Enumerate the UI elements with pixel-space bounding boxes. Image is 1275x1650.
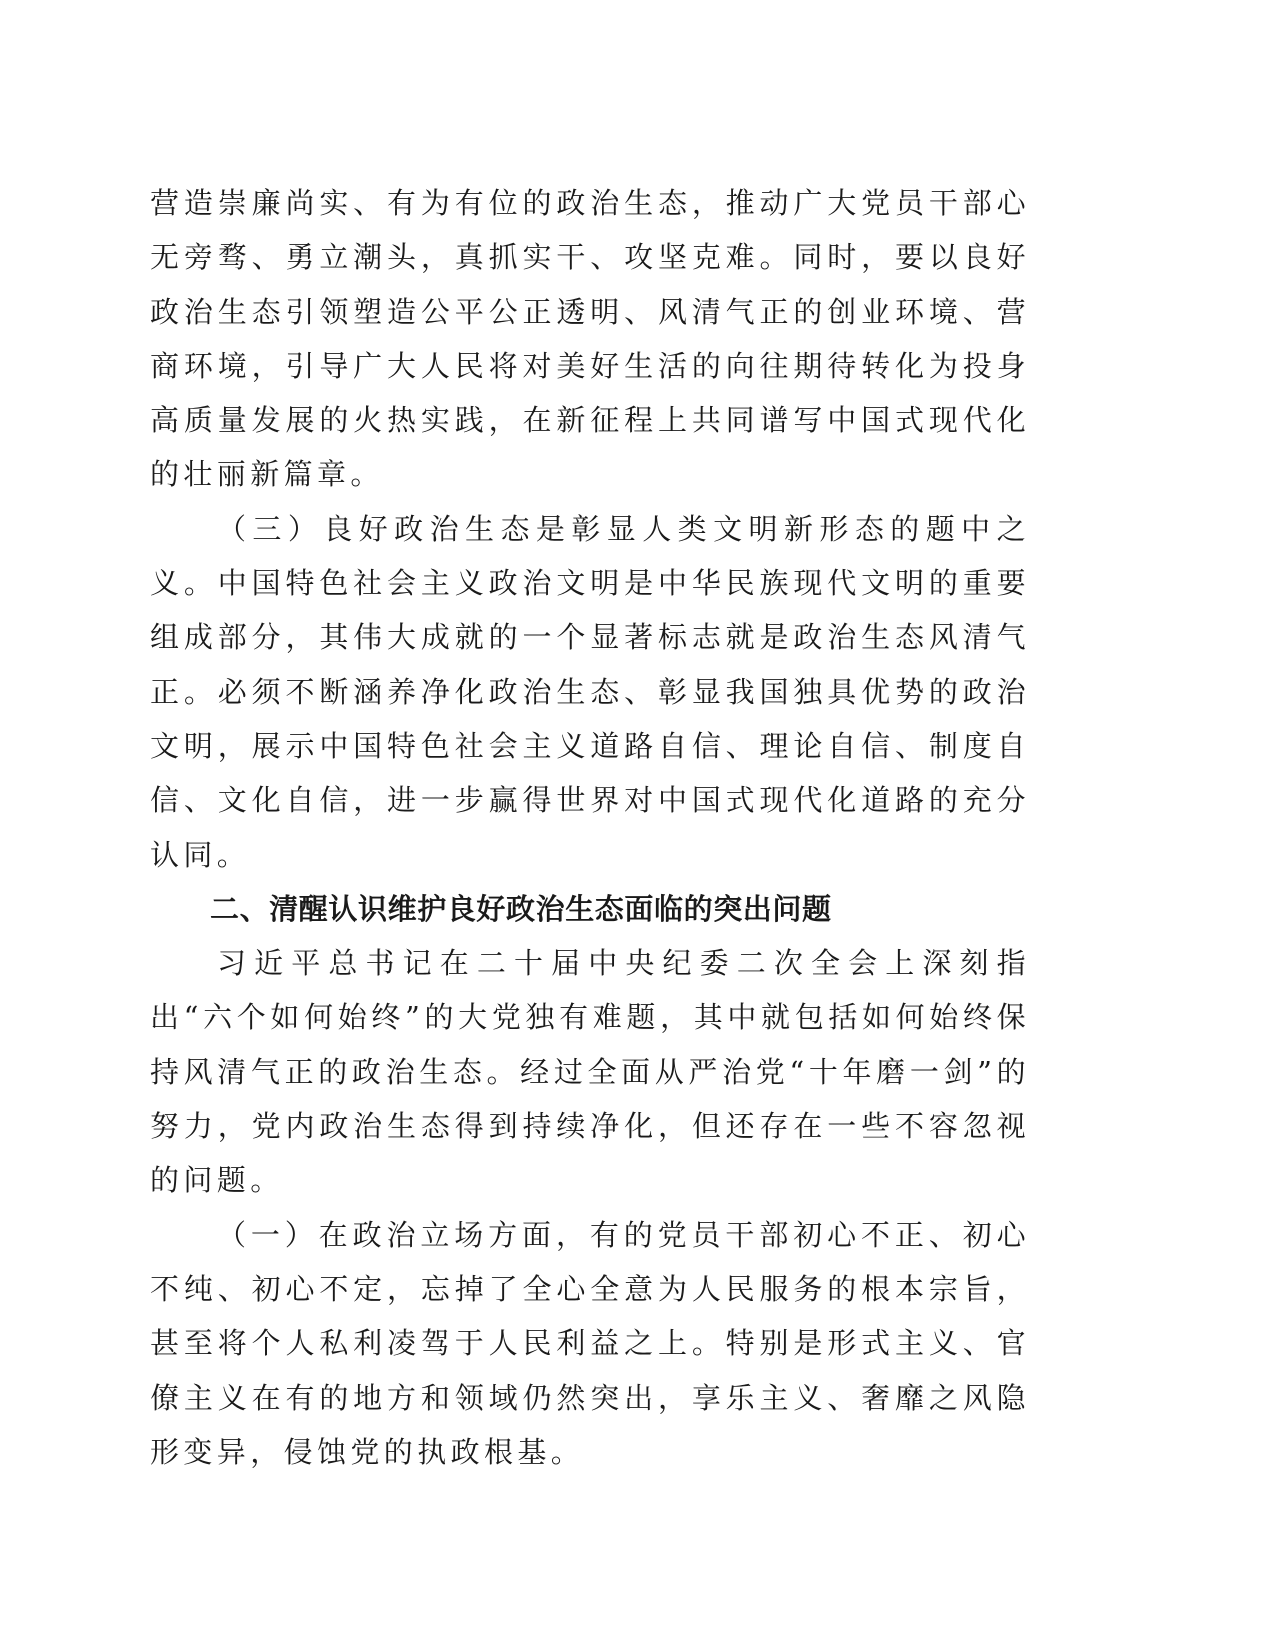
paragraph-political-stance: （一）在政治立场方面，有的党员干部初心不正、初心不纯、初心不定，忘掉了全心全意为人民服务的根本宗旨，甚至将个人私利凌驾于人民利益之上。特别是形式主义、官僚主义在有的地方和领域仍然突出，享乐主义、奢靡之风隐形变异，侵蚀党的执政根基。	[150, 1217, 1030, 1469]
paragraph-continued: 营造崇廉尚实、有为有位的政治生态，推动广大党员干部心无旁骛、勇立潮头，真抓实干、攻坚克难。同时，要以良好政治生态引领塑造公平公正透明、风清气正的创业环境、营商环境，引导广大人民将对美好生活的向往期待转化为投身高质量发展的火热实践，在新征程上共同谱写中国式现代化的壮丽新篇章。	[150, 186, 1030, 492]
paragraph-section-three: （三）良好政治生态是彰显人类文明新形态的题中之义。中国特色社会主义政治文明是中华民族现代文明的重要组成部分，其伟大成就的一个显著标志就是政治生态风清气正。必须不断涵养净化政治生态、彰显我国独具优势的政治文明，展示中国特色社会主义道路自信、理论自信、制度自信、文化自信，进一步赢得世界对中国式现代化道路的充分认同。	[150, 511, 1030, 872]
section-heading-two: 二、清醒认识维护良好政治生态面临的突出问题	[210, 891, 832, 926]
document-page	[150, 176, 1030, 1479]
paragraph-intro-problems: 习近平总书记在二十届中央纪委二次全会上深刻指出“六个如何始终”的大党独有难题，其中就包括如何始终保持风清气正的政治生态。经过全面从严治党“十年磨一剑”的努力，党内政治生态得到持续净化，但还存在一些不容忽视的问题。	[150, 946, 1030, 1198]
